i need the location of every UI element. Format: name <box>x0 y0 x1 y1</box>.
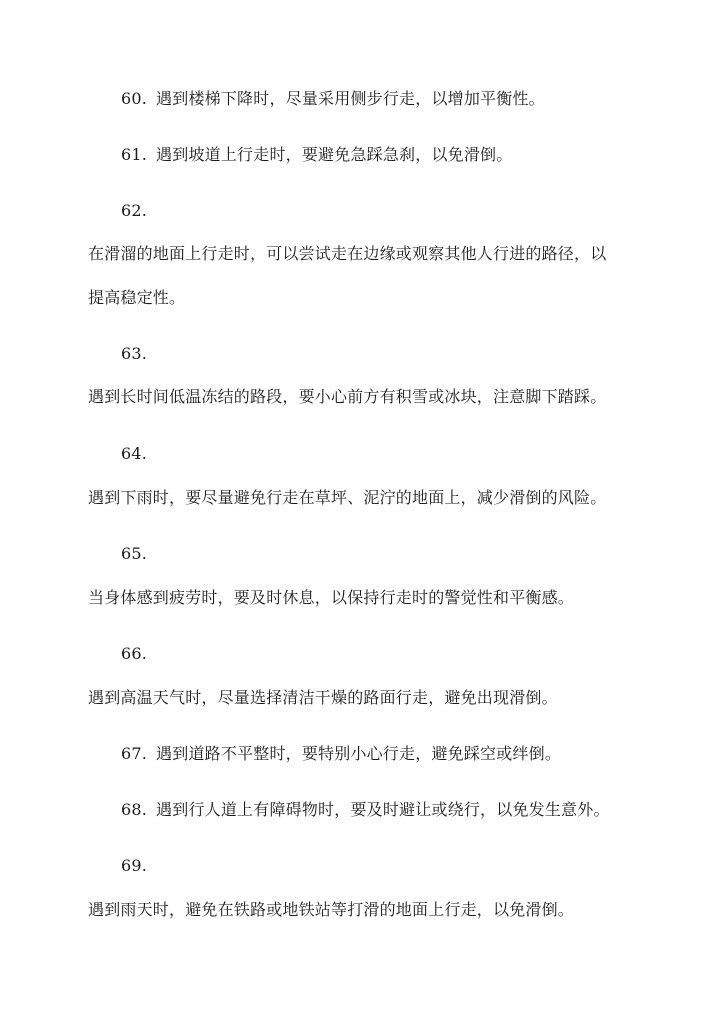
list-item-60 <box>121 88 545 110</box>
item-number-63: 63. <box>121 344 148 363</box>
list-item-68 <box>121 799 610 821</box>
item-text-65: 当身体感到疲劳时，要及时休息，以保持行走时的警觉性和平衡感。 <box>88 588 575 607</box>
item-number: 67. <box>121 744 148 763</box>
item-text-62-line-2: 提高稳定性。 <box>88 288 186 307</box>
item-text-69: 遇到雨天时，避免在铁路或地铁站等打滑的地面上行走，以免滑倒。 <box>88 900 575 919</box>
item-text: 遇到楼梯下降时，尽量采用侧步行走，以增加平衡性。 <box>156 89 545 108</box>
item-number-64: 64. <box>121 444 148 463</box>
item-text-62-line-1: 在滑溜的地面上行走时，可以尝试走在边缘或观察其他人行进的路径，以 <box>88 244 607 263</box>
item-number: 60. <box>121 89 148 108</box>
item-number: 61. <box>121 145 148 164</box>
list-item-61 <box>121 144 512 166</box>
item-text-63: 遇到长时间低温冻结的路段，要小心前方有积雪或冰块，注意脚下踏踩。 <box>88 387 607 406</box>
item-number-62: 62. <box>121 201 148 220</box>
item-text: 遇到行人道上有障碍物时，要及时避让或绕行，以免发生意外。 <box>156 800 610 819</box>
item-number-66: 66. <box>121 644 148 663</box>
item-number-69: 69. <box>121 856 148 875</box>
item-text-64: 遇到下雨时，要尽量避免行走在草坪、泥泞的地面上，减少滑倒的风险。 <box>88 488 607 507</box>
item-number: 68. <box>121 800 148 819</box>
item-number-65: 65. <box>121 544 148 563</box>
item-text: 遇到坡道上行走时，要避免急踩急刹，以免滑倒。 <box>156 145 513 164</box>
item-text: 遇到道路不平整时，要特别小心行走，避免踩空或绊倒。 <box>156 744 562 763</box>
list-item-67 <box>121 743 561 765</box>
item-text-66: 遇到高温天气时，尽量选择清洁干燥的路面行走，避免出现滑倒。 <box>88 688 558 707</box>
